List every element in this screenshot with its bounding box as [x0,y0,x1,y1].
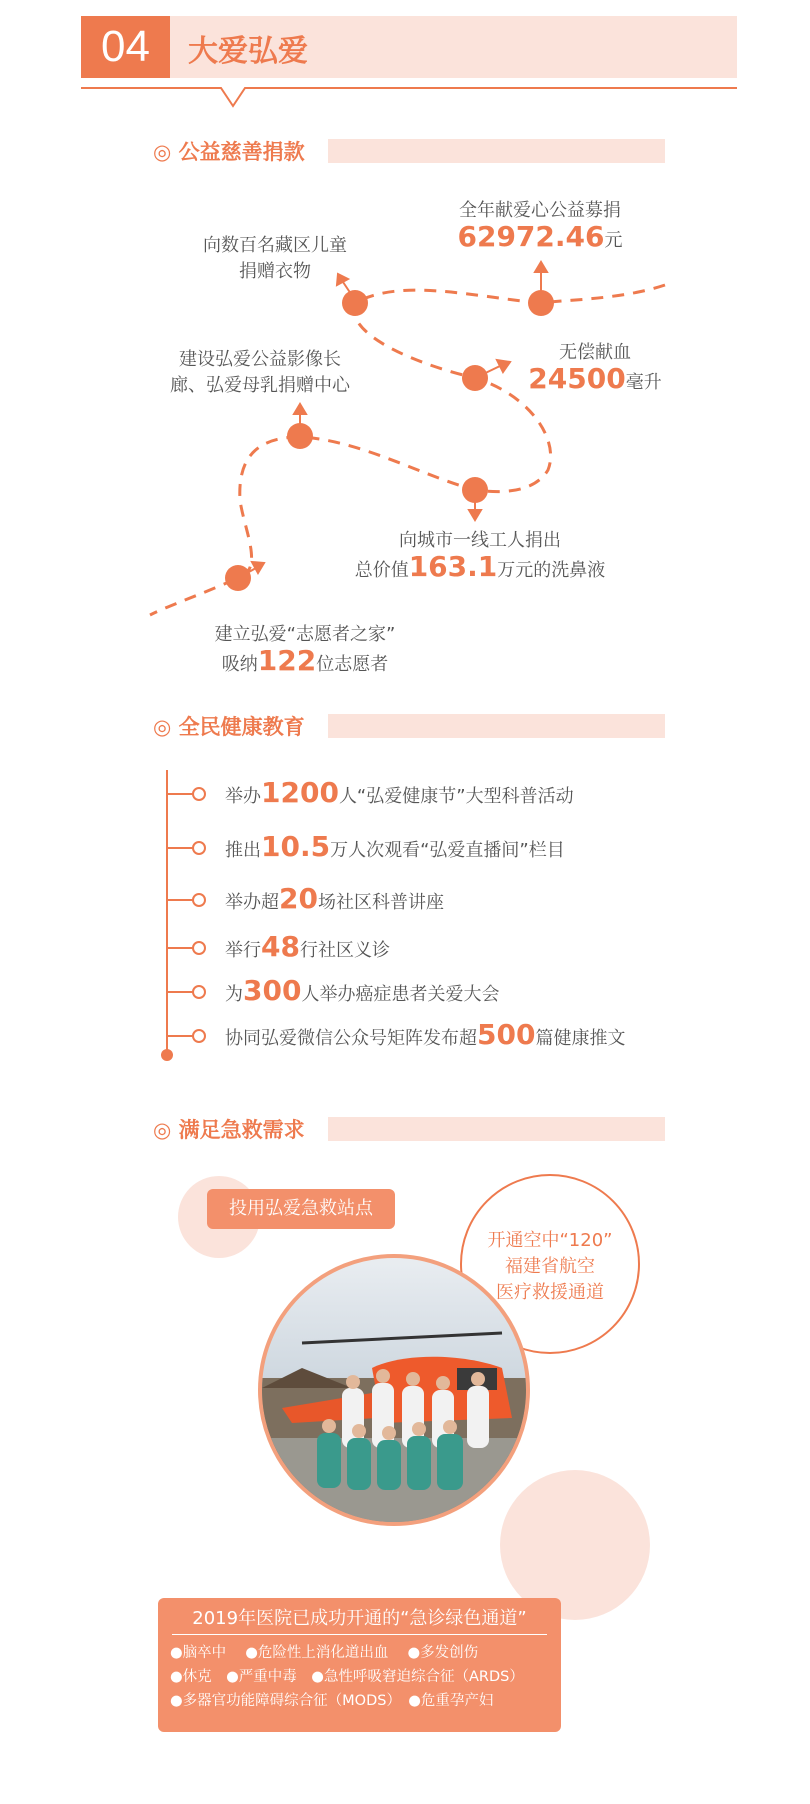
blood-value-line [525,362,665,396]
volunteers-value: 122 [257,644,317,677]
green-channel-title: 2019年医院已成功开通的“急诊绿色通道” [192,1608,527,1629]
air-line1: 开通空中“120” [487,1230,613,1251]
charity-item-fundraise [440,198,640,254]
charity-item-blood [525,340,665,396]
fundraise-value: 62972.46 [457,220,605,253]
health-list [225,770,725,1070]
charity-dot-3 [462,365,488,391]
health-item: 举办1200人“弘爱健康节”大型科普活动 [225,776,574,809]
health-item: 协同弘爱微信公众号矩阵发布超500篇健康推文 [225,1018,626,1051]
air-line2: 福建省航空 [505,1256,595,1277]
section-emergency-title: ◎ 满足急救需求 [153,1118,305,1142]
header-title: 大爱弘爱 [188,34,308,69]
health-item: 推出10.5万人次观看“弘爱直播间”栏目 [225,830,565,863]
green-channel-divider [172,1634,547,1635]
station-label: 投用弘爱急救站点 [229,1198,373,1219]
health-item: 为300人举办癌症患者关爱大会 [225,974,500,1007]
charity-item-volunteers [190,622,420,678]
charity-path [0,0,810,700]
workers-line1: 向城市一线工人捐出 [399,530,561,551]
workers-value-line [345,550,615,584]
workers-prefix: 总价值 [354,560,409,581]
health-item: 举办超20场社区科普讲座 [225,882,444,915]
blood-label: 无偿献血 [559,342,631,363]
green-channel-row3: ●多器官功能障碍综合征（MODS） ●危重孕产妇 [170,1693,494,1709]
blood-value: 24500 [528,362,626,395]
volunteers-line1: 建立弘爱“志愿者之家” [214,624,396,645]
health-item: 举行48行社区义诊 [225,930,390,963]
gallery-line1: 建设弘爱公益影像长 [179,349,341,370]
fundraise-label: 全年献爱心公益募捐 [459,200,621,221]
charity-dot-4 [287,423,313,449]
charity-item-clothes [190,233,360,285]
charity-item-gallery [160,347,360,399]
header-number: 04 [101,22,150,71]
volunteers-prefix: 吸纳 [221,654,258,675]
charity-dot-5 [462,477,488,503]
green-channel-row1: ●脑卒中 ●危险性上消化道出血 ●多发创伤 [170,1645,479,1661]
blood-unit: 毫升 [625,372,662,393]
charity-item-workers [345,528,615,584]
station-label-box [207,1189,395,1229]
health-timeline [155,770,215,1070]
green-channel-row2: ●休克 ●严重中毒 ●急性呼吸窘迫综合征（ARDS） [170,1669,524,1685]
volunteers-unit: 位志愿者 [316,654,389,675]
volunteers-value-line [190,644,420,678]
fundraise-unit: 元 [604,230,623,251]
charity-dot-1 [528,290,554,316]
charity-dot-2 [342,290,368,316]
charity-dot-6 [225,565,251,591]
team-helicopter-photo [258,1254,530,1526]
section-health-bar [328,714,665,738]
section-charity-title: ◎ 公益慈善捐款 [153,140,305,164]
section-health-title: ◎ 全民健康教育 [153,715,305,739]
clothes-line1: 向数百名藏区儿童 [203,235,347,256]
air-line3: 医疗救援通道 [496,1282,604,1303]
workers-unit: 万元的洗鼻液 [497,560,606,581]
gallery-line2: 廊、弘爱母乳捐赠中心 [170,375,350,396]
section-emergency-bar [328,1117,665,1141]
fundraise-value-line [440,220,640,254]
green-channel-box [158,1598,561,1732]
clothes-line2: 捐赠衣物 [239,261,311,282]
workers-value: 163.1 [408,550,498,583]
